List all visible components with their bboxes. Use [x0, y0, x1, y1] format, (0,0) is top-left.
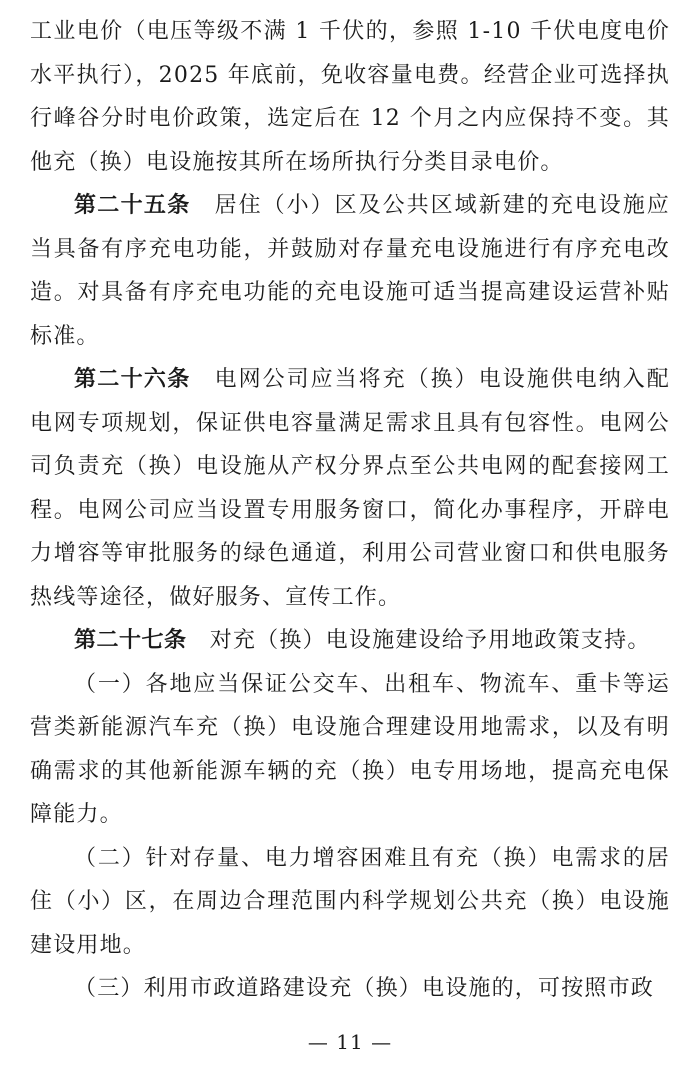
page-number: — 11 — [307, 1030, 393, 1054]
clause-3 [30, 967, 670, 1011]
article-26 [30, 358, 670, 619]
document-page [30, 10, 670, 1011]
clause-1 [30, 663, 670, 837]
article-heading: 第二十五条 [74, 193, 191, 218]
paragraph-continuation [30, 10, 670, 184]
article-heading: 第二十六条 [74, 367, 191, 392]
paragraph-text: 居住（小）区及公共区域新建的充电设施应当具备有序充电功能，并鼓励对存量充电设施进行有序充电改造。对具备有序充电功能的充电设施可适当提高建设运营补贴标准。 [30, 193, 670, 349]
clause-2 [30, 837, 670, 968]
paragraph-text: （二）针对存量、电力增容困难且有充（换）电需求的居住（小）区，在周边合理范围内科学规划公共充（换）电设施建设用地。 [30, 845, 670, 958]
article-heading: 第二十七条 [74, 628, 187, 653]
article-25 [30, 184, 670, 358]
article-27 [30, 619, 670, 663]
paragraph-text: 工业电价（电压等级不满 1 千伏的，参照 1-10 千伏电度电价水平执行），2025 年底前，免收容量电费。经营企业可选择执行峰谷分时电价政策，选定后在 12 个月之内应保持不变。其他充（换）电设施按其所在场所执行分类目录电价。 [30, 19, 670, 175]
paragraph-text: （三）利用市政道路建设充（换）电设施的，可按照市政 [74, 976, 655, 1001]
paragraph-text: 对充（换）电设施建设给予用地政策支持。 [186, 628, 651, 653]
paragraph-text: （一）各地应当保证公交车、出租车、物流车、重卡等运营类新能源汽车充（换）电设施合理建设用地需求，以及有明确需求的其他新能源车辆的充（换）电专用场地，提高充电保障能力。 [30, 671, 670, 827]
paragraph-text: 电网公司应当将充（换）电设施供电纳入配电网专项规划，保证供电容量满足需求且具有包容性。电网公司负责充（换）电设施从产权分界点至公共电网的配套接网工程。电网公司应当设置专用服务窗口，简化办事程序，开辟电力增容等审批服务的绿色通道，利用公司营业窗口和供电服务热线等途径，做好服务、宣传工作。 [30, 367, 670, 610]
